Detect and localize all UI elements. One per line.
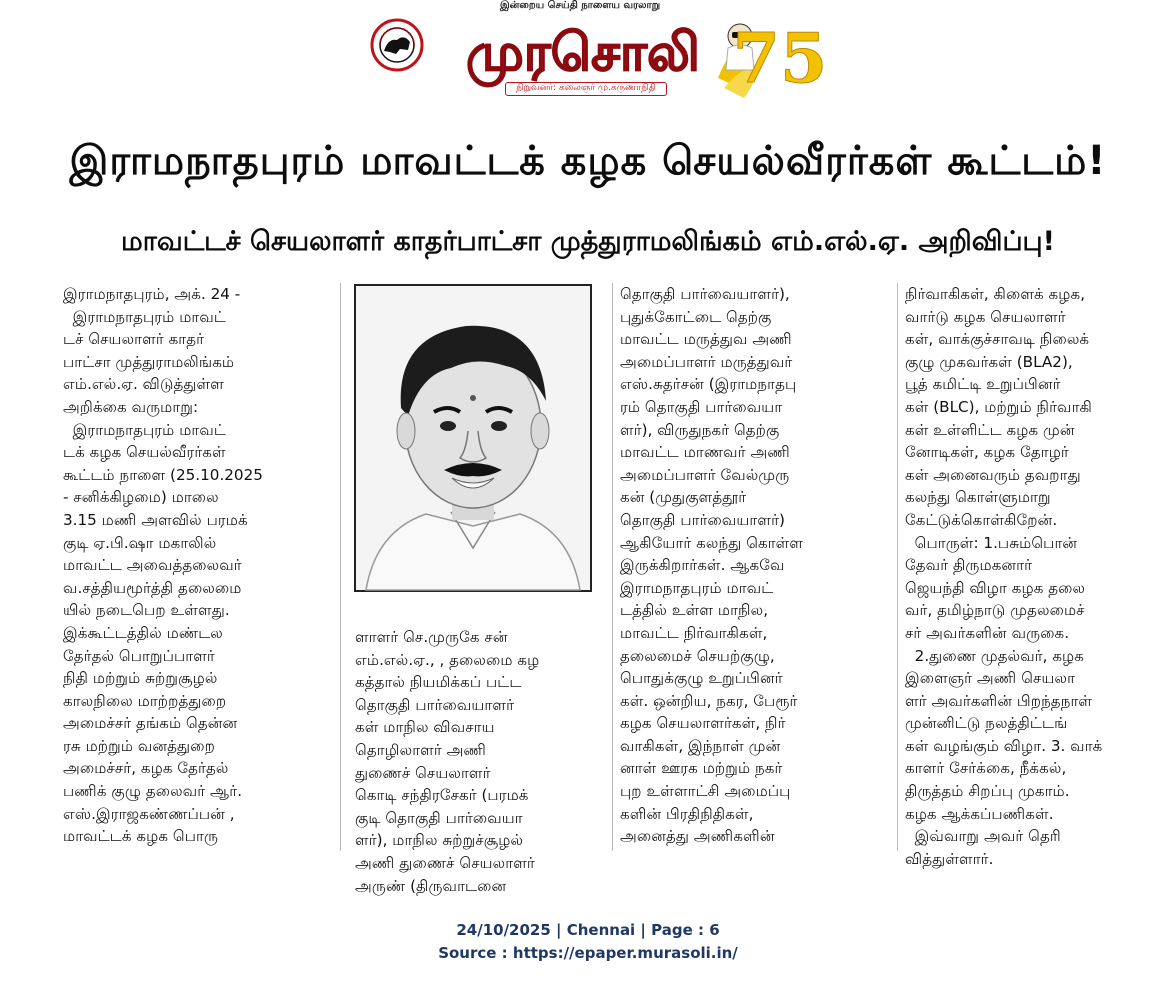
article-line: மாவட்டக் கழக பொரு bbox=[63, 827, 219, 846]
article-line: மாவட்ட மாணவர் அணி bbox=[620, 443, 790, 462]
article-line: ரம் தொகுதி பார்வையா bbox=[620, 397, 783, 416]
article-line: கொடி சந்திரசேகர் (பரமக் bbox=[355, 786, 529, 805]
article-column-2 bbox=[355, 626, 609, 897]
jubilee-75-emblem-icon bbox=[710, 8, 828, 100]
article-line: நிதி மற்றும் சுற்றுசூழல் bbox=[63, 669, 218, 688]
article-line: 3.15 மணி அளவில் பரமக் bbox=[63, 510, 248, 529]
article-line: அமைச்சர், கழக தேர்தல் bbox=[63, 759, 229, 778]
article-line: நிர்வாகிகள், கிளைக் கழக, bbox=[905, 285, 1086, 303]
column-divider bbox=[612, 283, 613, 851]
founder-line: நிறுவனர்: கலைஞர் மு.கருணாநிதி bbox=[505, 82, 667, 96]
article-line: குடி தொகுதி பார்வையா bbox=[355, 808, 523, 827]
article-line: இராமநாதபுரம், அக். 24 - bbox=[63, 285, 241, 303]
article-line: காளர் சேர்க்கை, நீக்கல், bbox=[905, 759, 1067, 778]
article-line: தலைமைச் செயற்குழு, bbox=[620, 646, 775, 665]
article-line: ளர் அவர்களின் பிறந்தநாள் bbox=[905, 691, 1093, 710]
article-line: ளர்), விருதுநகர் தெற்கு bbox=[620, 420, 780, 439]
article-line: இருக்கிறார்கள். ஆகவே bbox=[620, 556, 785, 575]
article-line: அமைப்பாளர் மருத்துவர் bbox=[620, 352, 793, 371]
article-line: தொகுதி பார்வையாளர்), bbox=[620, 285, 790, 303]
article-line: கழக செயலாளர்கள், நிர் bbox=[620, 714, 786, 733]
article-line: டக் கழக செயல்வீரர்கள் bbox=[63, 443, 226, 462]
logo-text: முரசொலி bbox=[466, 23, 700, 83]
article-line: காலநிலை மாற்றத்துறை bbox=[63, 691, 227, 710]
article-line: பாட்சா முத்துராமலிங்கம் bbox=[63, 352, 235, 371]
article-line: புதுக்கோட்டை தெற்கு bbox=[620, 307, 772, 326]
article-line: கூட்டம் நாளை (25.10.2025 bbox=[63, 465, 263, 484]
article-line: குடி ஏ.பி.ஷா மகாலில் bbox=[63, 533, 217, 552]
portrait-photo bbox=[354, 284, 592, 592]
article-line: கழக ஆக்கப்பணிகள். bbox=[905, 804, 1054, 823]
article-line: இவ்வாறு அவர் தெரி bbox=[905, 827, 1061, 846]
article-line: டச் செயலாளர் காதர் bbox=[63, 330, 205, 349]
article-line: வ.சத்தியமூர்த்தி தலைமை bbox=[63, 578, 242, 597]
article-line: வார்டு கழக செயலாளர் bbox=[905, 307, 1066, 326]
article-line: அணி துணைச் செயலாளர் bbox=[355, 853, 535, 872]
article-line: மாவட்ட அவைத்தலைவர் bbox=[63, 556, 242, 575]
footer-date-line: 24/10/2025 | Chennai | Page : 6 bbox=[456, 921, 720, 939]
article-line: எஸ்.சுதர்சன் (இராமநாதபு bbox=[620, 375, 797, 394]
article-line: சர் அவர்களின் வருகை. bbox=[905, 623, 1070, 642]
article-line: திருத்தம் சிறப்பு முகாம். bbox=[905, 782, 1070, 801]
article-line: டத்தில் உள்ள மாநில, bbox=[620, 601, 769, 620]
column-divider bbox=[897, 283, 898, 851]
column-divider bbox=[340, 283, 341, 851]
article-line: மாவட்ட மருத்துவ அணி bbox=[620, 330, 792, 349]
article-line: அறிக்கை வருமாறு: bbox=[63, 397, 199, 416]
article-column-1 bbox=[63, 283, 323, 848]
murasoli-logo-icon bbox=[438, 16, 728, 82]
party-seal-icon bbox=[370, 18, 424, 72]
page-title: இராமநாதபுரம் மாவட்டக் கழக செயல்வீரர்கள் கூட்டம்! bbox=[69, 138, 1107, 184]
article-line: பொருள்: 1.பசும்பொன் bbox=[905, 533, 1078, 552]
article-line: இராமநாதபுரம் மாவட் bbox=[63, 307, 226, 326]
article-line: கள். ஒன்றிய, நகர, பேரூர் bbox=[620, 691, 798, 710]
article-line: பூத் கமிட்டி உறுப்பினர் bbox=[905, 375, 1061, 394]
article-line: கள், வாக்குச்சாவடி நிலைக் bbox=[905, 330, 1090, 349]
masthead-tagline: இன்றைய செய்தி நாளைய வரலாறு bbox=[499, 0, 661, 11]
article-line: வித்துள்ளார். bbox=[905, 849, 994, 868]
article-line: அருண் (திருவாடனை bbox=[355, 876, 507, 895]
article-column-3 bbox=[620, 283, 890, 848]
article-line: இளைஞர் அணி செயலா bbox=[905, 669, 1076, 688]
article-line: ஜெயந்தி விழா கழக தலை bbox=[905, 578, 1086, 597]
article-line: வர், தமிழ்நாடு முதலமைச் bbox=[905, 601, 1085, 620]
article-line: னோடிகள், கழக தோழர் bbox=[905, 443, 1069, 462]
article-line: னாள் ஊரக மற்றும் நகர் bbox=[620, 759, 783, 778]
article-line: கள் உள்ளிட்ட கழக முன் bbox=[905, 420, 1075, 439]
article-line: தேர்தல் பொறுப்பாளர் bbox=[63, 646, 215, 665]
article-line: துணைச் செயலாளர் bbox=[355, 763, 491, 782]
article-line: இக்கூட்டத்தில் மண்டல bbox=[63, 623, 223, 642]
article-line: கள் வழங்கும் விழா. 3. வாக் bbox=[905, 736, 1103, 755]
person-portrait-icon bbox=[356, 286, 590, 590]
article-line: தேவர் திருமகனார் bbox=[905, 556, 1033, 575]
article-line: கள் அனைவரும் தவறாது bbox=[905, 465, 1081, 484]
article-line: கள் மாநில விவசாய bbox=[355, 718, 495, 737]
article-line: ளாளர் செ.முருகே சன் bbox=[355, 628, 508, 646]
article-line: கள் (BLC), மற்றும் நிர்வாகி bbox=[905, 397, 1092, 416]
article-line: எம்.எல்.ஏ. விடுத்துள்ள bbox=[63, 375, 224, 394]
article-line: அனைத்து அணிகளின் bbox=[620, 827, 775, 846]
article-column-4 bbox=[905, 283, 1170, 870]
sub-headline: மாவட்டச் செயலாளர் காதர்பாட்சா முத்துராமலிங்கம் எம்.எல்.ஏ. அறிவிப்பு! bbox=[121, 226, 1055, 257]
article-line: வாகிகள், இந்நாள் முன் bbox=[620, 736, 781, 755]
article-line: களின் பிரதிநிதிகள், bbox=[620, 804, 754, 823]
article-line: தொகுதி பார்வையாளர்) bbox=[620, 510, 785, 529]
article-line: ளர்), மாநில சுற்றுச்சூழல் bbox=[355, 831, 524, 850]
article-line: எம்.எல்.ஏ., , தலைமை கழ bbox=[355, 650, 540, 669]
article-line: இராமநாதபுரம் மாவட் bbox=[63, 420, 226, 439]
article-line: கன் (முதுகுளத்தூர் bbox=[620, 488, 747, 507]
article-line: பணிக் குழு தலைவர் ஆர். bbox=[63, 782, 243, 801]
article-line: அமைப்பாளர் வேல்முரு bbox=[620, 465, 790, 484]
article-line: மாவட்ட நிர்வாகிகள், bbox=[620, 623, 768, 642]
footer-source-link[interactable]: Source : https://epaper.murasoli.in/ bbox=[438, 944, 738, 962]
article-line: புற உள்ளாட்சி அமைப்பு bbox=[620, 782, 791, 801]
article-line: அமைச்சர் தங்கம் தென்ன bbox=[63, 714, 238, 733]
article-line: ரசு மற்றும் வனத்துறை bbox=[63, 736, 215, 755]
article-line: கத்தால் நியமிக்கப் பட்ட bbox=[355, 673, 522, 692]
article-line: இராமநாதபுரம் மாவட் bbox=[620, 578, 774, 597]
article-line: கலந்து கொள்ளுமாறு bbox=[905, 488, 1051, 507]
article-line: குழு முகவர்கள் (BLA2), bbox=[905, 352, 1073, 371]
article-line: 2.துணை முதல்வர், கழக bbox=[905, 646, 1084, 665]
article-line: எஸ்.இராஜகண்ணப்பன் , bbox=[63, 804, 235, 823]
article-line: தொகுதி பார்வையாளர் bbox=[355, 695, 515, 714]
article-line: முன்னிட்டு நலத்திட்டங் bbox=[905, 714, 1068, 733]
article-line: தொழிலாளர் அணி bbox=[355, 740, 487, 759]
article-line: கேட்டுக்கொள்கிறேன். bbox=[905, 510, 1058, 529]
article-line: பொதுக்குழு உறுப்பினர் bbox=[620, 669, 783, 688]
masthead bbox=[360, 0, 828, 112]
article-line: - சனிக்கிழமை) மாலை bbox=[63, 488, 219, 507]
article-line: ஆகியோர் கலந்து கொள்ள bbox=[620, 533, 804, 552]
jubilee-number: 75 bbox=[732, 19, 828, 99]
article-line: யில் நடைபெற உள்ளது. bbox=[63, 601, 230, 620]
